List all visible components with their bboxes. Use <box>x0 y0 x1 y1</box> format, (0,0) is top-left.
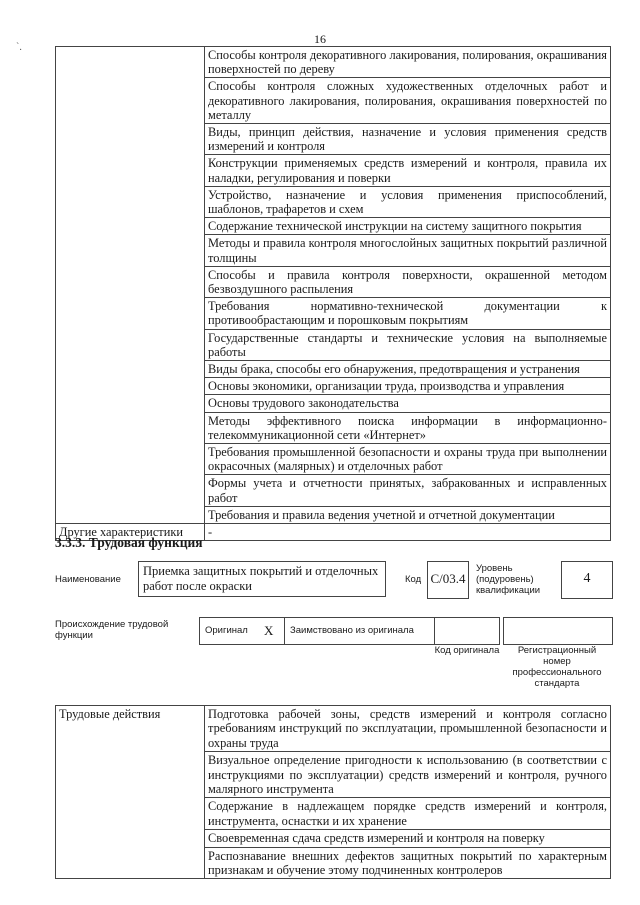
labor-action-item: Подготовка рабочей зоны, средств измерений и контроля согласно требованиям инструкций по эксплуатации, промышленной безопасности и охраны труда <box>205 706 611 752</box>
origin-divider <box>284 618 285 644</box>
borrowed-label: Заимствовано из оригинала <box>290 625 414 636</box>
labor-actions-label: Трудовые действия <box>56 706 205 879</box>
knowledge-item: Виды, принцип действия, назначение и условия применения средств измерений и контроля <box>205 124 611 155</box>
knowledge-item: Способы контроля декоративного лакирования, полирования, окрашивания поверхностей по дереву <box>205 47 611 78</box>
labor-action-item: Своевременная сдача средств измерений и контроля на поверку <box>205 830 611 847</box>
original-label: Оригинал <box>205 625 248 636</box>
section-title: 3.3.3. Трудовая функция <box>55 535 203 550</box>
origin-label: Происхождение трудовой функции <box>55 619 169 641</box>
knowledge-item: Формы учета и отчетности принятых, забракованных и исправленных работ <box>205 475 611 506</box>
code-label: Код <box>405 574 422 585</box>
knowledge-table <box>55 46 611 541</box>
knowledge-item: Устройство, назначение и условия применения приспособлений, шаблонов, трафаретов и схем <box>205 186 611 217</box>
knowledge-item: Содержание технической инструкции на систему защитного покрытия <box>205 218 611 235</box>
origin-row <box>199 617 435 645</box>
labor-action-item: Распознавание внешних дефектов защитных покрытий по характерным признакам и обучение этому подчиненных контролеров <box>205 847 611 879</box>
origin-code-box <box>434 617 500 645</box>
code-caption: Код оригинала <box>434 645 500 656</box>
knowledge-item: Основы экономики, организации труда, производства и управления <box>205 378 611 395</box>
function-name: Приемка защитных покрытий и отделочных работ после окраски <box>138 561 386 597</box>
reg-caption: Регистрационный номер профессионального стандарта <box>512 645 602 689</box>
origin-reg-box <box>503 617 613 645</box>
original-mark: X <box>264 623 274 638</box>
knowledge-item: Основы трудового законодательства <box>205 395 611 412</box>
knowledge-item: Государственные стандарты и технические условия на выполняемые работы <box>205 329 611 360</box>
level-label: Уровень (подуровень) квалификации <box>476 563 541 596</box>
knowledge-item: Требования и правила ведения учетной и отчетной документации <box>205 506 611 523</box>
scan-mark: `. <box>16 42 22 53</box>
labor-action-item: Визуальное определение пригодности к использованию (в соответствии с инструкциями по эксплуатации) средств измерений и контроля, ручного малярного инструмента <box>205 752 611 798</box>
knowledge-label-cell <box>56 47 205 524</box>
knowledge-item: Методы эффективного поиска информации в информационно-телекоммуникационной сети «Интернет» <box>205 412 611 443</box>
labor-action-item: Содержание в надлежащем порядке средств измерений и контроля, инструмента, оснастки и их хранение <box>205 798 611 830</box>
knowledge-item: Методы и правила контроля многослойных защитных покрытий различной толщины <box>205 235 611 266</box>
knowledge-item: Требования нормативно-технической документации к противообрастающим и порошковым покрытиям <box>205 298 611 329</box>
qualification-level: 4 <box>561 561 613 599</box>
other-characteristics-value: - <box>205 524 611 541</box>
page-number: 16 <box>314 32 326 46</box>
knowledge-item: Требования промышленной безопасности и охраны труда при выполнении окрасочных (малярных) и отделочных работ <box>205 444 611 475</box>
other-characteristics-label: Другие характеристики <box>56 524 205 541</box>
knowledge-item: Способы контроля сложных художественных отделочных работ и декоративного лакирования, полирования, окрашивания поверхностей по металлу <box>205 78 611 124</box>
function-code: C/03.4 <box>427 561 469 599</box>
table-row <box>56 706 611 752</box>
table-row <box>56 47 611 78</box>
knowledge-item: Конструкции применяемых средств измерений и контроля, правила их наладки, регулирования и поверки <box>205 155 611 186</box>
knowledge-item: Способы и правила контроля поверхности, окрашенной методом безвоздушного распыления <box>205 266 611 297</box>
knowledge-item: Виды брака, способы его обнаружения, предотвращения и устранения <box>205 361 611 378</box>
labor-actions-table <box>55 705 611 879</box>
name-label: Наименование <box>55 574 121 585</box>
